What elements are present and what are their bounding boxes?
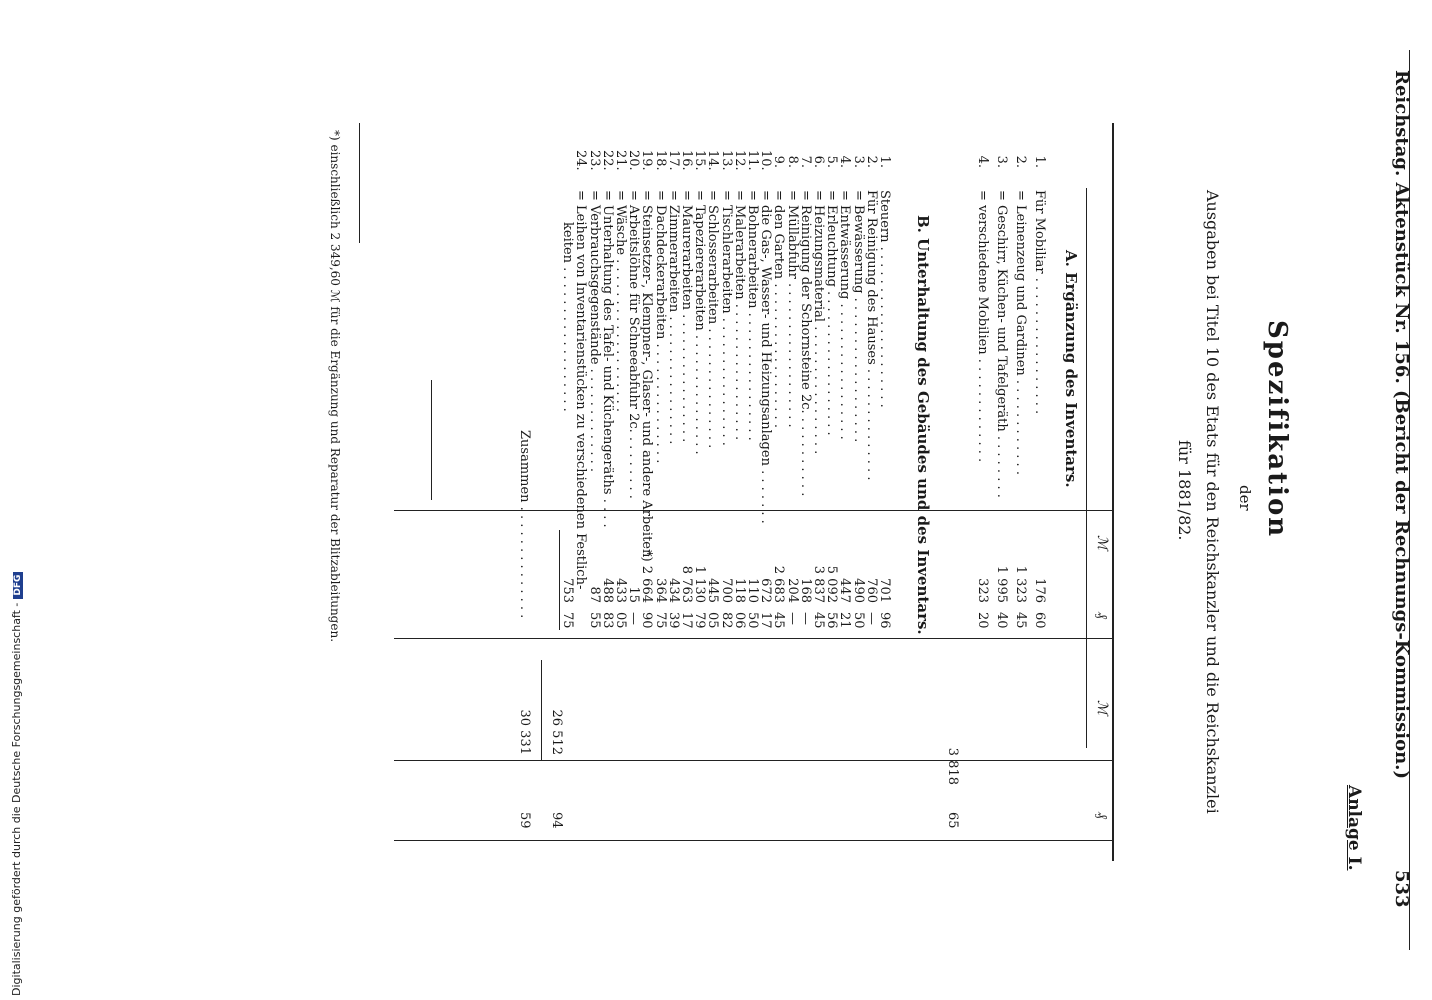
row-amount-mark: 176 xyxy=(1032,578,1047,603)
row-amount-pf: 56 xyxy=(824,612,840,629)
row-amount-mark: 447 xyxy=(837,578,853,603)
row-number: 11. xyxy=(745,150,760,171)
row-number: 14. xyxy=(705,150,721,171)
row-amount-mark: 323 xyxy=(975,578,990,603)
row-description: = Erleuchtung . . . . . . . . . . . . . . . . . . xyxy=(824,190,840,436)
row-amount-pf: 75 xyxy=(560,612,576,629)
row-description: = Bohnerarbeiten . . . . . . . . . . . . . . . . xyxy=(745,190,760,441)
row-description: = Bewässerung . . . . . . . . . . . . . . . . . . xyxy=(850,190,866,443)
row-number: 20. xyxy=(626,150,642,171)
row-description: Steuern . . . . . . . . . . . . . . . . . . . . xyxy=(877,190,892,408)
document-title: Spezifikation xyxy=(1262,320,1292,539)
row-number: 4. xyxy=(975,155,990,168)
section-b-total-mark: 26 512 xyxy=(549,709,564,755)
row-number: 3. xyxy=(994,155,1009,168)
row-description: = Leinenzeug und Gardinen . . . . . . . . . . . . xyxy=(1013,190,1028,475)
row-amount-mark: 1 323 xyxy=(1013,565,1028,603)
row-number: 8. xyxy=(784,155,800,168)
row-description-continued: keiten . . . . . . . . . . . . . . . . . . xyxy=(560,222,576,412)
row-amount-mark: 2 683 xyxy=(771,565,787,603)
row-description: = Reinigung der Schornsteine 2c. . . . . . . . . . . xyxy=(797,190,813,497)
row-amount-mark: 5 092 xyxy=(824,565,840,603)
annex-label: Anlage I. xyxy=(1344,785,1364,871)
row-number: 9. xyxy=(771,155,787,168)
row-description: = Leihen von Inventarienstücken zu verschiedenen Festlich- xyxy=(573,190,589,590)
digitization-credit-text: Digitalisierung gefördert durch die Deutsche Forschungsgemeinschaft - xyxy=(10,602,23,996)
section-a-heading: A. Ergänzung des Inventars. xyxy=(1062,250,1080,488)
row-amount-mark: 433 xyxy=(613,578,628,603)
row-amount-mark: 753 xyxy=(560,578,576,603)
column-header-mark-total: ℳ xyxy=(1094,700,1110,715)
row-description: = Arbeitslöhne für Schneeabfuhr 2c. . . . . . . . . xyxy=(626,190,642,499)
section-b-heading: B. Unterhaltung des Gebäudes und des Inventars. xyxy=(914,215,932,635)
row-amount-pf: 82 xyxy=(718,612,734,629)
row-amount-pf: 96 xyxy=(877,612,892,629)
row-amount-mark: 490 xyxy=(850,578,866,603)
row-number: 5. xyxy=(824,155,840,168)
row-amount-pf: 17 xyxy=(679,612,694,629)
row-amount-pf: 45 xyxy=(1013,612,1028,629)
digitization-credit xyxy=(10,572,23,996)
row-number: 15. xyxy=(692,150,708,171)
row-description: = Malerarbeiten . . . . . . . . . . . . . . . . . xyxy=(731,190,747,441)
row-amount-pf: 17 xyxy=(758,612,774,629)
row-description: = Heizungsmaterial . . . . . . . . . . . . . . . . xyxy=(811,190,826,455)
section-b-total-pf: 94 xyxy=(549,812,564,829)
row-number: 18. xyxy=(652,150,668,171)
table-inner-rule xyxy=(1086,188,1087,748)
row-amount-mark: 1 995 xyxy=(994,565,1009,603)
row-description: Für Reinigung des Hauses . . . . . . . . . . . . . . xyxy=(863,190,879,481)
row-amount-mark: 434 xyxy=(665,578,681,603)
row-amount-mark: 701 xyxy=(877,578,892,603)
running-header: Reichstag. Aktenstück Nr. 156. (Bericht der Rechnungs-Kommission.) xyxy=(1391,70,1412,779)
row-number: 3. xyxy=(850,155,866,168)
grand-total-mark: 30 331 xyxy=(517,709,532,755)
row-amount-pf: — xyxy=(784,612,800,625)
row-number: 19. xyxy=(639,150,655,171)
row-description: = Entwässerung . . . . . . . . . . . . . . . . . xyxy=(837,190,853,440)
row-amount-mark: 488 xyxy=(599,578,615,603)
row-number: 12. xyxy=(731,150,747,171)
row-number: 17. xyxy=(665,150,681,171)
row-amount-pf: 55 xyxy=(586,612,602,629)
row-amount-mark: 168 xyxy=(797,578,813,603)
row-number: 2. xyxy=(863,155,879,168)
row-number: 16. xyxy=(679,150,694,171)
row-amount-mark: 445 xyxy=(705,578,721,603)
section-a-total-pf: 65 xyxy=(945,812,960,829)
row-description: = Wäsche . . . . . . . . . . . . . . . . . . . xyxy=(613,190,628,413)
row-description: = die Gas-, Wasser- und Heizungsanlagen . . . . . . . xyxy=(758,190,774,524)
section-b-sum-rule xyxy=(559,530,560,630)
row-description: = den Garten . . . . . . . . . . . . . . . . . . xyxy=(771,190,787,428)
row-amount-mark: 8 763 xyxy=(679,565,694,603)
row-amount-pf: 21 xyxy=(837,612,853,629)
column-divider-pf xyxy=(394,840,1114,841)
title-year: für 1881/82. xyxy=(1175,440,1194,541)
row-amount-pf: 39 xyxy=(665,612,681,629)
row-amount-pf: — xyxy=(863,612,879,625)
row-amount-mark: *) 2 664 xyxy=(639,550,655,603)
footnote-rule xyxy=(359,123,360,243)
row-amount-mark: 3 837 xyxy=(811,565,826,603)
dfg-logo: DFG xyxy=(13,572,23,599)
row-amount-mark: 87 xyxy=(586,586,602,603)
row-amount-pf: — xyxy=(626,612,642,625)
row-number: 4. xyxy=(837,155,853,168)
row-description: = Steinsetzer-, Klempner-, Glaser- und andere Arbeiten xyxy=(639,190,655,558)
section-a-total-mark: 3 818 xyxy=(945,747,960,785)
page-number: 533 xyxy=(1391,870,1412,908)
row-description: = Dachdeckerarbeiten . . . . . . . . . . . . . . . xyxy=(652,190,668,464)
row-amount-mark: 1 130 xyxy=(692,565,708,603)
grand-total-pf: 59 xyxy=(517,812,532,829)
row-number: 10. xyxy=(758,150,774,171)
row-amount-mark: 364 xyxy=(652,578,668,603)
row-amount-mark: 672 xyxy=(758,578,774,603)
row-amount-mark: 760 xyxy=(863,578,879,603)
row-amount-pf: 50 xyxy=(745,612,760,629)
row-amount-mark: 110 xyxy=(745,578,760,603)
row-number: 1. xyxy=(1032,155,1047,168)
row-description: = Tapeziererarbeiten . . . . . . . . . . . . . . . xyxy=(692,190,708,455)
row-description: = Müllabfuhr . . . . . . . . . . . . . . . . . . xyxy=(784,190,800,428)
row-number: 13. xyxy=(718,150,734,171)
row-description: = Geschirr, Küchen- und Tafelgeräth . . . . . . . . xyxy=(994,190,1009,498)
column-header-pf: ₰ xyxy=(1094,612,1110,619)
row-description: = verschiedene Mobilien . . . . . . . . . . . . . xyxy=(975,190,990,463)
row-number: 6. xyxy=(811,155,826,168)
row-amount-pf: 79 xyxy=(692,612,708,629)
row-amount-mark: 204 xyxy=(784,578,800,603)
row-amount-mark: 15 xyxy=(626,586,642,603)
column-header-pf-total: ₰ xyxy=(1094,812,1110,819)
footnote-separator xyxy=(431,380,432,500)
row-number: 2. xyxy=(1013,155,1028,168)
row-number: 1. xyxy=(877,155,892,168)
table-top-rule xyxy=(1112,123,1114,861)
row-amount-pf: 50 xyxy=(850,612,866,629)
row-description: = Tischlerarbeiten . . . . . . . . . . . . . . . . xyxy=(718,190,734,446)
row-amount-pf: 40 xyxy=(994,612,1009,629)
row-number: 24. xyxy=(573,150,589,171)
row-amount-mark: 118 xyxy=(731,578,747,603)
title-description: Ausgaben bei Titel 10 des Etats für den Reichskanzler und die Reichskanzlei xyxy=(1203,190,1222,814)
column-header-mark: ℳ xyxy=(1094,535,1110,550)
row-number: 22. xyxy=(599,150,615,171)
row-description: = Schlosserarbeiten . . . . . . . . . . . . . . . xyxy=(705,190,721,449)
column-divider-desc xyxy=(394,510,1114,511)
row-amount-pf: 75 xyxy=(652,612,668,629)
row-number: 21. xyxy=(613,150,628,171)
row-amount-pf: 45 xyxy=(771,612,787,629)
row-amount-pf: 90 xyxy=(639,612,655,629)
row-description: = Zimmerarbeiten . . . . . . . . . . . . . . . . xyxy=(665,190,681,445)
title-der: der xyxy=(1236,485,1254,511)
row-amount-pf: 83 xyxy=(599,612,615,629)
row-amount-pf: 06 xyxy=(731,612,747,629)
row-description: = Maurerarbeiten . . . . . . . . . . . . . . . . xyxy=(679,190,694,443)
column-divider-sum xyxy=(394,638,1114,639)
row-amount-pf: 20 xyxy=(975,612,990,629)
grand-total-rule xyxy=(541,660,542,760)
column-divider-total xyxy=(394,760,1114,761)
row-amount-mark: 700 xyxy=(718,578,734,603)
row-amount-pf: 60 xyxy=(1032,612,1047,629)
row-description: = Unterhaltung des Tafel- und Küchengeräths . . . . xyxy=(599,190,615,528)
row-amount-pf: 45 xyxy=(811,612,826,629)
row-amount-pf: 05 xyxy=(705,612,721,629)
footnote: *) einschließlich 2 349,60 ℳ für die Ergänzung und Reparatur der Blitzableitungen. xyxy=(328,130,342,643)
grand-total-label: Zusammen . . . . . . . . . . . . . . xyxy=(517,430,532,619)
row-description: = Verbrauchsgegenstände . . . . . . . . . . . . . xyxy=(586,190,602,472)
row-amount-pf: 05 xyxy=(613,612,628,629)
row-description: Für Mobiliar . . . . . . . . . . . . . . . . . xyxy=(1032,190,1047,415)
row-amount-pf: — xyxy=(797,612,813,625)
row-number: 23. xyxy=(586,150,602,171)
row-number: 7. xyxy=(797,155,813,168)
